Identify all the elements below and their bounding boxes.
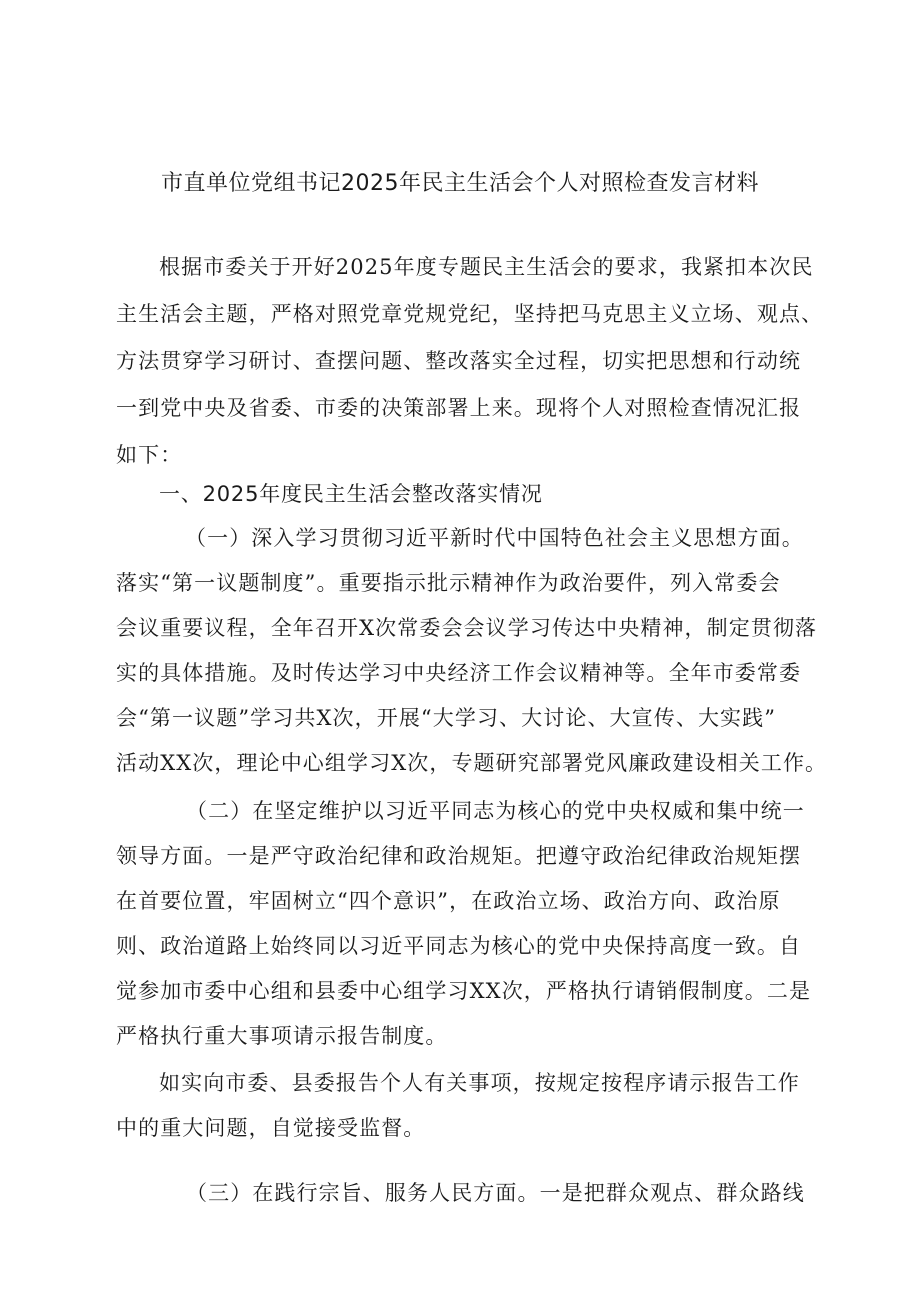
paragraph-line: 根据市委关于开好2025年度专题民主生活会的要求，我紧扣本次民 [159, 255, 814, 279]
paragraph-line: 会议重要议程，全年召开X次常委会会议学习传达中央精神，制定贯彻落 [116, 616, 818, 640]
document-title: 市直单位党组书记2025年民主生活会个人对照检查发言材料 [161, 171, 759, 196]
subsection-heading: （三）在践行宗旨、服务人民方面。一是把群众观点、群众路线 [186, 1181, 805, 1205]
paragraph-line: 实的具体措施。及时传达学习中央经济工作会议精神等。全年市委常委 [116, 661, 802, 685]
paragraph-line: 活动XX次，理论中心组学习X次，专题研究部署党风廉政建设相关工作。 [116, 751, 828, 775]
subsection-heading: （二）在坚定维护以习近平同志为核心的党中央权威和集中统一 [186, 799, 805, 823]
paragraph-line: 方法贯穿学习研讨、查摆问题、整改落实全过程，切实把思想和行动统 [116, 349, 802, 373]
section-heading: 一、2025年度民主生活会整改落实情况 [159, 482, 543, 506]
paragraph-line: 严格执行重大事项请示报告制度。 [116, 1024, 448, 1048]
paragraph-line: 觉参加市委中心组和县委中心组学习XX次，严格执行请销假制度。二是 [116, 979, 812, 1003]
paragraph-line: 主生活会主题，严格对照党章党规党纪，坚持把马克思主义立场、观点、 [116, 302, 824, 326]
paragraph-line: 中的重大问题，自觉接受监督。 [116, 1116, 426, 1140]
paragraph-line: 一到党中央及省委、市委的决策部署上来。现将个人对照检查情况汇报 [116, 396, 802, 420]
paragraph-line: 如实向市委、县委报告个人有关事项，按规定按程序请示报告工作 [159, 1071, 800, 1095]
paragraph-line: 在首要位置，牢固树立“四个意识”，在政治立场、政治方向、政治原 [116, 889, 781, 913]
paragraph-line: 会“第一议题”学习共X次，开展“大学习、大讨论、大宣传、大实践” [116, 706, 777, 730]
subsection-heading: （一）深入学习贯彻习近平新时代中国特色社会主义思想方面。 [185, 526, 804, 550]
paragraph-line: 领导方面。一是严守政治纪律和政治规矩。把遵守政治纪律政治规矩摆 [116, 844, 802, 868]
paragraph-line: 则、政治道路上始终同以习近平同志为核心的党中央保持高度一致。自 [116, 934, 802, 958]
paragraph-line: 落实“第一议题制度”。重要指示批示精神作为政治要件，列入常委会 [116, 571, 781, 595]
paragraph-line: 如下： [116, 443, 183, 467]
